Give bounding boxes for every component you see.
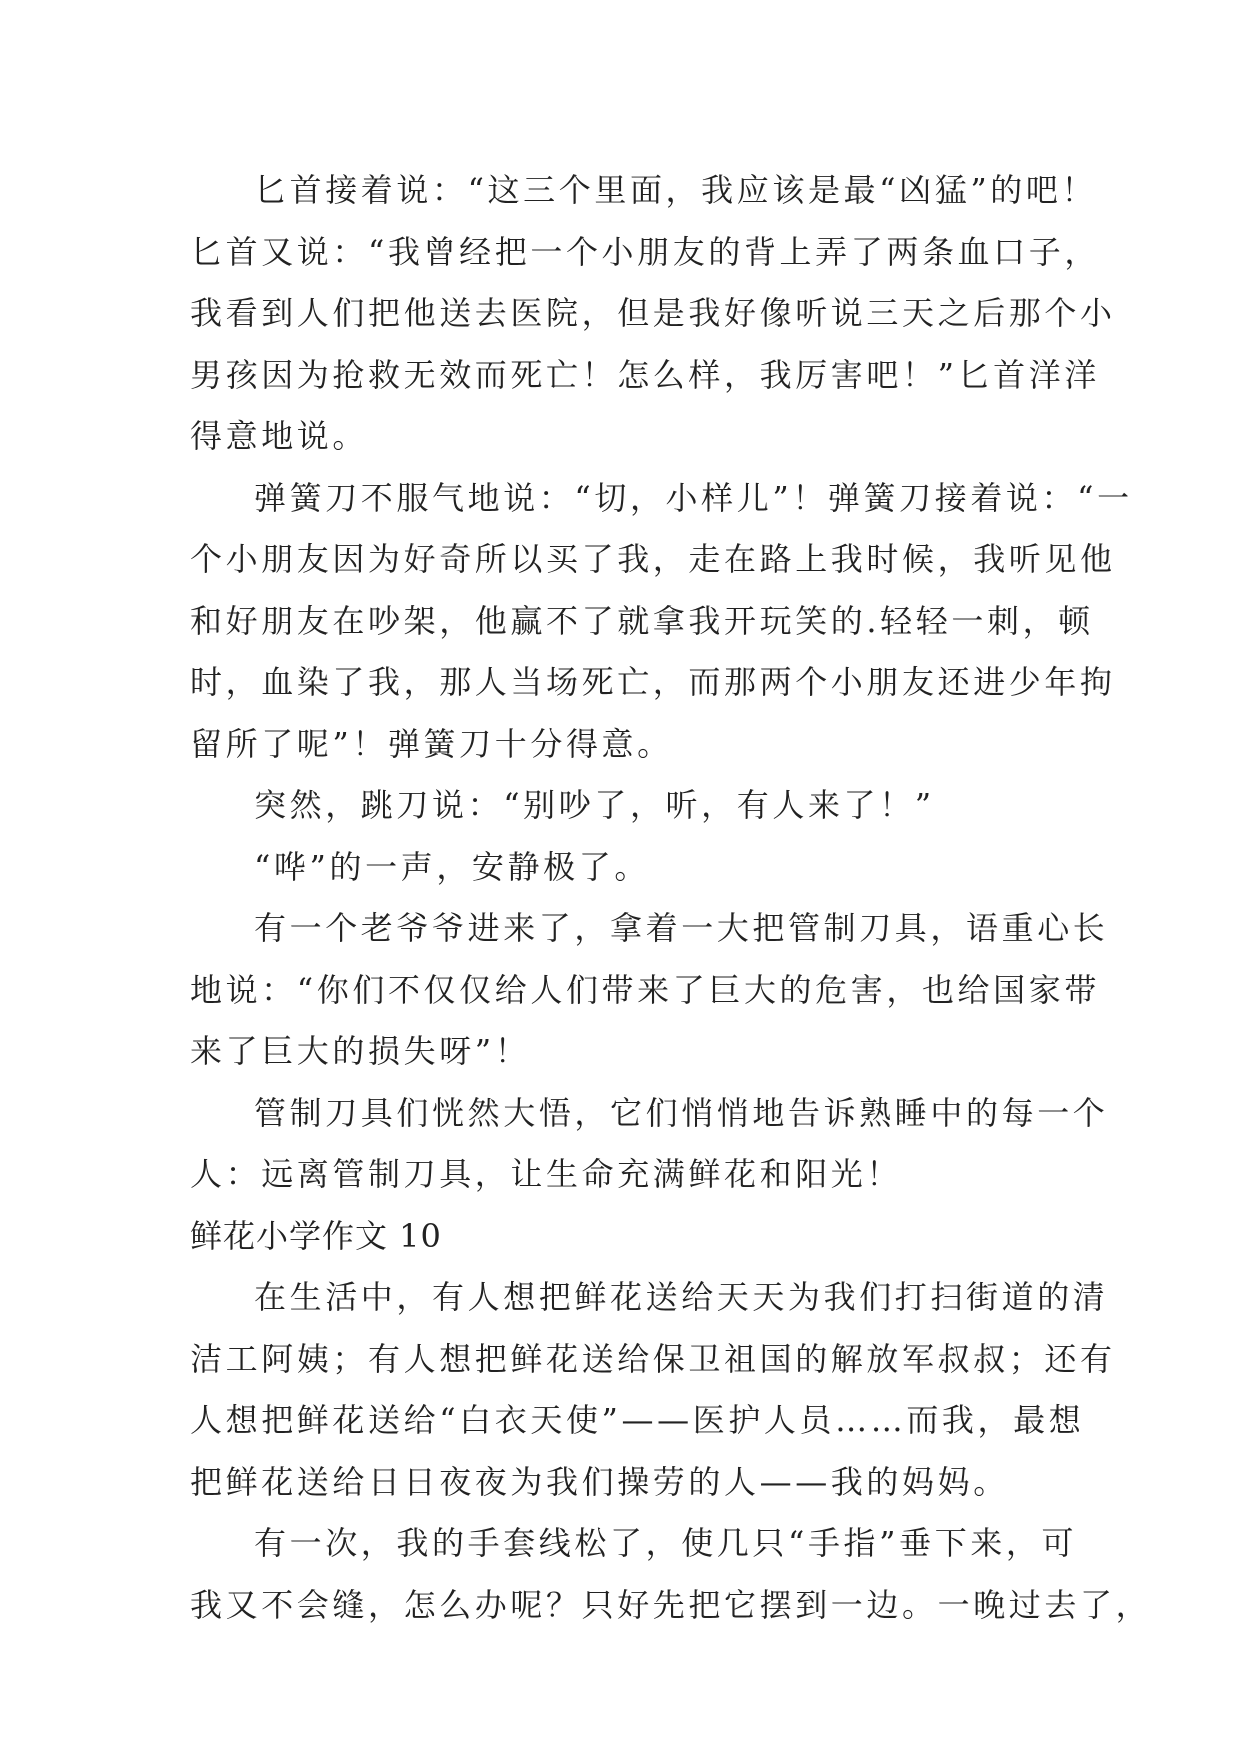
text-line: 管制刀具们恍然大悟，它们悄悄地告诉熟睡中的每一个: [254, 1093, 1109, 1132]
text-line: 洁工阿姨；有人想把鲜花送给保卫祖国的解放军叔叔；还有: [190, 1339, 1116, 1378]
text-line: 人想把鲜花送给“白衣天使”——医护人员……而我，最想: [190, 1401, 1085, 1439]
text-line: 男孩因为抢救无效而死亡！怎么样，我厉害吧！”匕首洋洋: [190, 355, 1100, 394]
text-line: 匕首又说：“我曾经把一个小朋友的背上弄了两条血口子，: [190, 232, 1100, 271]
section-heading: 鲜花小学作文 10: [190, 1216, 442, 1255]
document-body: [190, 160, 1152, 1636]
text-line: 来了巨大的损失呀”！: [190, 1032, 531, 1070]
text-line: 突然，跳刀说：“别吵了，听，有人来了！”: [254, 786, 935, 824]
text-line: 个小朋友因为好奇所以买了我，走在路上我时候，我听见他: [190, 540, 1116, 578]
text-line: 地说：“你们不仅仅给人们带来了巨大的危害，也给国家带: [190, 970, 1100, 1009]
text-line: 我看到人们把他送去医院，但是我好像听说三天之后那个小: [190, 294, 1116, 332]
text-line: 把鲜花送给日日夜夜为我们操劳的人——我的妈妈。: [190, 1462, 1009, 1501]
text-line: 得意地说。: [190, 417, 369, 455]
text-line: 弹簧刀不服气地说：“切，小样儿”！弹簧刀接着说：“一: [254, 478, 1133, 517]
text-line: 留所了呢”！弹簧刀十分得意。: [190, 724, 673, 763]
text-line: 和好朋友在吵架，他赢不了就拿我开玩笑的.轻轻一刺，顿: [190, 601, 1094, 640]
text-line: 有一个老爷爷进来了，拿着一大把管制刀具，语重心长: [254, 909, 1109, 947]
text-line: 有一次，我的手套线松了，使几只“手指”垂下来，可: [254, 1524, 1078, 1562]
text-line: 人：远离管制刀具，让生命充满鲜花和阳光！: [190, 1155, 903, 1193]
text-line: 时，血染了我，那人当场死亡，而那两个小朋友还进少年拘: [190, 663, 1116, 701]
text-line: 我又不会缝，怎么办呢？只好先把它摆到一边。一晚过去了，: [190, 1585, 1152, 1624]
text-line: “哗”的一声，安静极了。: [254, 847, 650, 886]
text-line: 匕首接着说：“这三个里面，我应该是最“凶猛”的吧！: [254, 171, 1098, 209]
text-line: 在生活中，有人想把鲜花送给天天为我们打扫街道的清: [254, 1278, 1109, 1316]
